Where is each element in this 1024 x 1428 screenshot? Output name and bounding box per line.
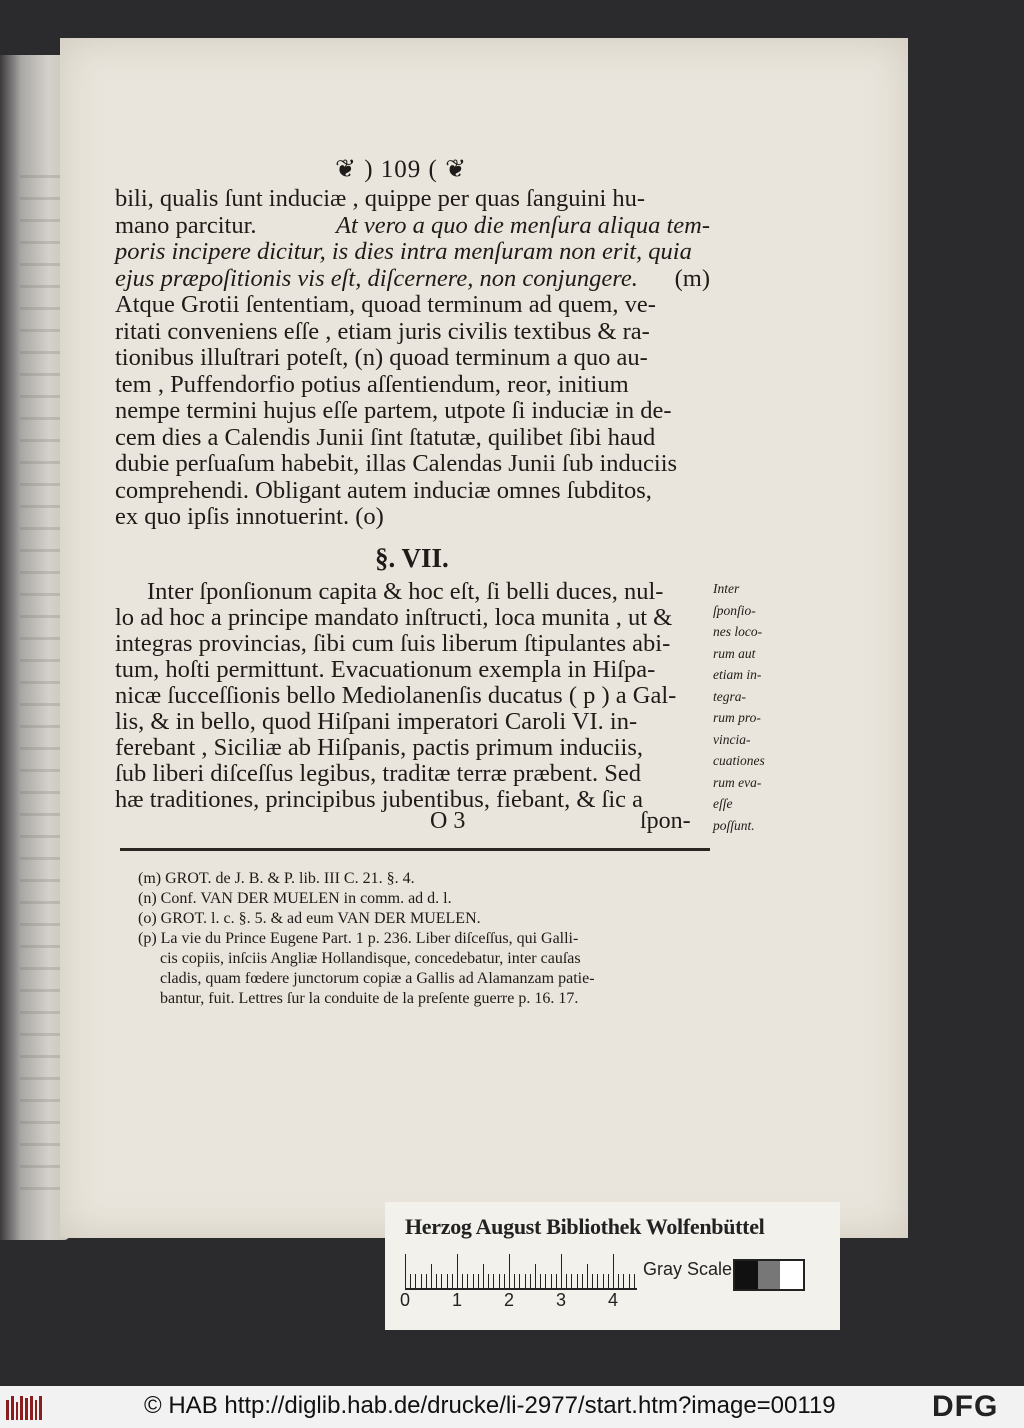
page-header: ❦ ) 109 ( ❦: [335, 156, 468, 183]
text-line: [115, 424, 710, 452]
text-segment: dubie perſuaſum habebit, illas Calendas Junii ſub induciis: [115, 450, 678, 477]
ruler-tick: [608, 1274, 609, 1288]
text-segment: ritati conveniens eſſe , etiam juris civilis textibus & ra-: [115, 317, 650, 345]
footnote-line: (n) Conf. VAN DER MUELEN in comm. ad d. l.: [138, 890, 452, 907]
ruler-tick: [530, 1274, 531, 1288]
ruler-tick: [509, 1254, 510, 1288]
text-segment: At vero a quo die menſura aliqua tem-: [335, 211, 710, 239]
text-segment: tem , Puffendorfio potius aſſentiendum, reor, initium: [115, 370, 629, 398]
section-title: §. VII.: [375, 543, 449, 573]
text-line: integras provincias, ſibi cum ſuis liberum ſtipulantes abi-: [115, 630, 671, 657]
margin-note-line: ſponſio-: [713, 602, 756, 618]
text-line: lo ad hoc a principe mandato inſtructi, loca munita , ut &: [115, 604, 673, 631]
text-segment: poris incipere dicitur, is dies intra menſuram non erit, quia: [115, 238, 692, 265]
text-line: tum, hoſti permittunt. Evacuationum exempla in Hiſpa-: [115, 656, 656, 683]
ruler-tick: [421, 1274, 422, 1288]
margin-note-line: rum eva-: [713, 774, 762, 790]
margin-note-line: etiam in-: [713, 667, 762, 682]
ruler-tick: [441, 1274, 442, 1288]
margin-note-line: eſſe: [713, 796, 733, 811]
footnote-line: (o) GROT. l. c. §. 5. & ad eum VAN DER MUELEN.: [138, 910, 481, 927]
ruler-tick: [514, 1274, 515, 1288]
ruler-tick: [493, 1274, 494, 1288]
text-segment: Atque Grotii ſententiam, quoad terminum ad quem, ve-: [115, 291, 656, 318]
text-segment: (m): [674, 264, 710, 292]
text-segment: bili, qualis ſunt induciæ , quippe per quas ſanguini hu-: [115, 185, 646, 212]
footnote-line: cladis, quam fœdere junctorum copiæ a Gallis ad Alamanzam patie-: [160, 970, 595, 987]
text-segment: mano parcitur.: [115, 211, 257, 239]
dfg-logo: DFG: [932, 1390, 999, 1423]
footnote-line: cis copiis, inſciis Angliæ Hollandisque, concedebatur, inter cauſas: [160, 950, 581, 967]
catchword: ſpon-: [640, 808, 691, 834]
ruler-tick: [499, 1274, 500, 1288]
ruler-tick: [519, 1274, 520, 1288]
ruler-number: 0: [400, 1290, 411, 1310]
ruler-tick: [629, 1274, 630, 1288]
footnote-rule: [120, 848, 710, 851]
text-line: [115, 450, 710, 478]
hab-logo-icon: [6, 1394, 42, 1420]
margin-note-line: rum pro-: [713, 710, 761, 725]
text-line: [115, 185, 710, 213]
ruler-tick: [613, 1254, 614, 1288]
text-line: hæ traditiones, principibus jubentibus, fiebant, & ſic a: [115, 786, 644, 813]
ruler-tick: [462, 1274, 463, 1288]
footnote-line: (m) GROT. de J. B. & P. lib. III C. 21. §. 4.: [138, 870, 415, 887]
ruler-tick: [488, 1274, 489, 1288]
text-segment: comprehendi. Obligant autem induciæ omnes ſubditos,: [115, 476, 652, 504]
ruler-tick: [535, 1264, 536, 1288]
ruler-number: 4: [608, 1290, 619, 1310]
margin-note-line: Inter: [713, 581, 740, 596]
ruler-tick: [483, 1264, 484, 1288]
ruler-tick: [587, 1264, 588, 1288]
ruler-tick: [597, 1274, 598, 1288]
ruler-tick: [634, 1274, 635, 1288]
ruler-tick: [582, 1274, 583, 1288]
ruler-tick: [405, 1254, 406, 1288]
text-line: [115, 318, 710, 346]
ruler-tick: [566, 1274, 567, 1288]
ruler-tick: [618, 1274, 619, 1288]
margin-note-line: vincia-: [713, 731, 751, 747]
ruler-tick: [551, 1274, 552, 1288]
text-line: nicæ ſucceſſionis bello Mediolanenſis ducatus ( p ) a Gal-: [115, 682, 677, 709]
text-line: ferebant , Siciliæ ab Hiſpanis, pactis primum induciis,: [115, 734, 644, 761]
ruler-tick: [447, 1274, 448, 1288]
ruler-tick: [410, 1274, 411, 1288]
text-segment: ex quo ipſis innotuerint. (o): [115, 503, 384, 530]
ruler-tick: [415, 1274, 416, 1288]
ruler-number: 1: [452, 1290, 463, 1310]
text-line: [115, 344, 710, 372]
text-line: lis, & in bello, quod Hiſpani imperatori Caroli VI. in-: [115, 708, 638, 735]
ruler-tick: [452, 1274, 453, 1288]
card-title: Herzog August Bibliothek Wolfenbüttel: [405, 1214, 765, 1239]
copyright-url[interactable]: © HAB http://diglib.hab.de/drucke/li-2977/start.htm?image=00119: [144, 1392, 836, 1419]
text-line: [115, 265, 710, 293]
margin-note-line: poſſunt.: [713, 817, 755, 833]
scale-ruler: [405, 1252, 637, 1290]
footnote-line: (p) La vie du Prince Eugene Part. 1 p. 236. Liber diſceſſus, qui Galli-: [138, 930, 579, 947]
book-page: [60, 38, 908, 1238]
margin-note-line: tegra-: [713, 688, 746, 704]
text-segment: nempe termini hujus eſſe partem, utpote ſi induciæ in de-: [115, 397, 672, 424]
ruler-number: 3: [556, 1290, 567, 1310]
margin-note-line: cuationes: [713, 753, 765, 768]
text-segment: tionibus illuſtrari poteſt, (n) quoad terminum a quo au-: [115, 344, 648, 371]
ruler-tick: [603, 1274, 604, 1288]
text-line: [115, 503, 384, 531]
footnote-line: bantur, fuit. Lettres ſur la conduite de la preſente guerre p. 16. 17.: [160, 990, 579, 1007]
text-segment: ejus præpoſitionis vis eſt, diſcernere, non conjungere.: [115, 264, 638, 292]
text-line: [115, 477, 710, 505]
text-line: ſub liberi diſceſſus legibus, traditæ terræ præbent. Sed: [115, 760, 641, 787]
ruler-tick: [556, 1274, 557, 1288]
margin-note-line: rum aut: [713, 645, 756, 661]
ruler-tick: [525, 1274, 526, 1288]
ruler-tick: [561, 1254, 562, 1288]
text-line: [115, 238, 710, 266]
ruler-tick: [592, 1274, 593, 1288]
ruler-tick: [426, 1274, 427, 1288]
text-line: [115, 212, 710, 240]
gray-scale-label: Gray Scale: [643, 1259, 733, 1279]
ruler-tick: [473, 1274, 474, 1288]
ruler-tick: [623, 1274, 624, 1288]
text-segment: cem dies a Calendis Junii ſint ſtatutæ, quilibet ſibi haud: [115, 423, 656, 451]
margin-note: [713, 578, 803, 836]
ruler-tick: [436, 1274, 437, 1288]
ruler-tick: [545, 1274, 546, 1288]
footer-bar: [0, 1386, 1024, 1428]
ruler-tick: [540, 1274, 541, 1288]
ruler-tick: [431, 1264, 432, 1288]
margin-note-line: nes loco-: [713, 624, 763, 639]
color-card: [385, 1202, 840, 1330]
text-line: Inter ſponſionum capita & hoc eſt, ſi belli duces, nul-: [147, 578, 664, 605]
gray-scale-swatch: [733, 1259, 805, 1291]
signature-mark: O 3: [430, 808, 466, 834]
text-line: [115, 371, 710, 399]
ruler-tick: [478, 1274, 479, 1288]
ruler-tick: [577, 1274, 578, 1288]
text-line: [115, 397, 710, 425]
ruler-tick: [457, 1254, 458, 1288]
ruler-tick: [504, 1274, 505, 1288]
text-line: [115, 291, 710, 319]
ruler-tick: [467, 1274, 468, 1288]
ruler-tick: [571, 1274, 572, 1288]
ruler-number: 2: [504, 1290, 515, 1310]
